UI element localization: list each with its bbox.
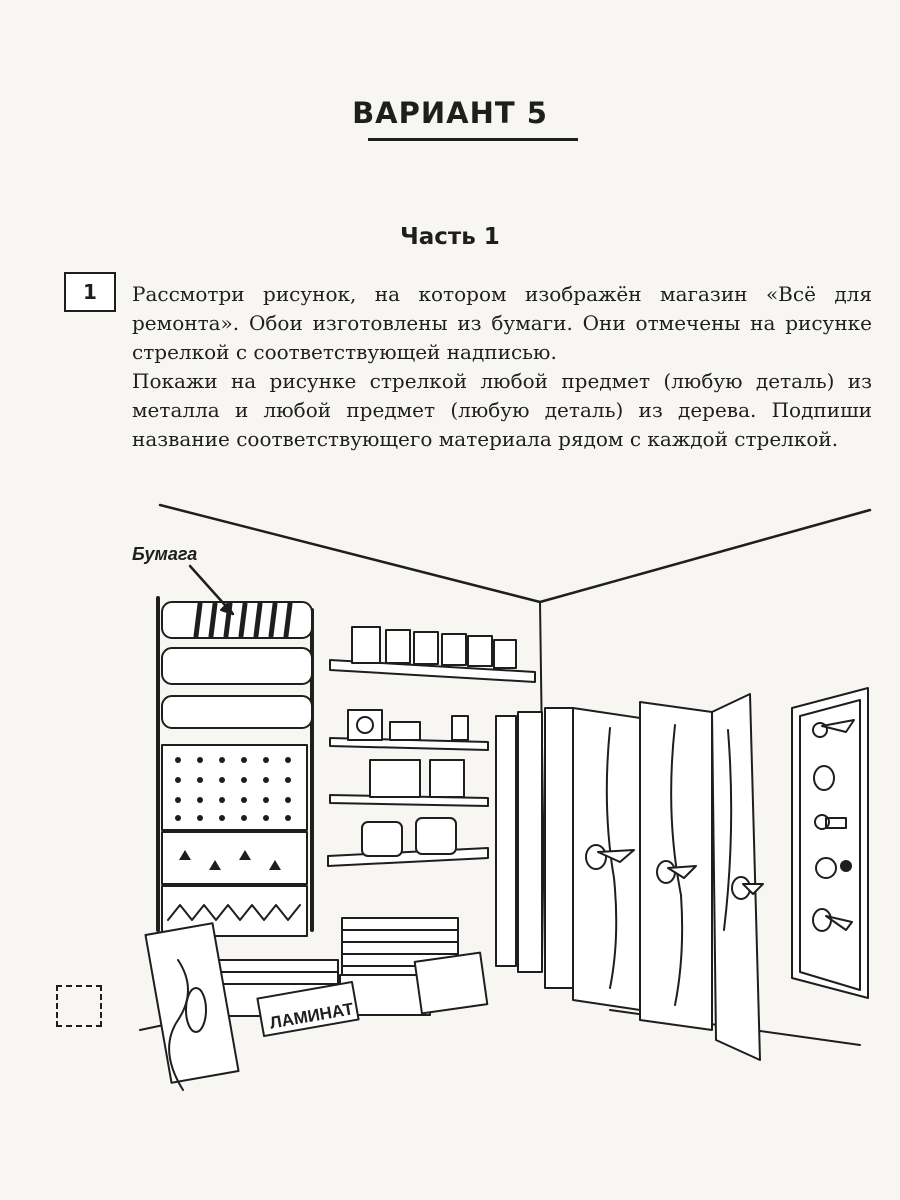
variant-title: ВАРИАНТ 5 <box>352 96 548 130</box>
wallpaper-rack <box>158 598 312 936</box>
task-paragraph-1: Рассмотри рисунок, на котором изображён магазин «Всё для ремонта». Обои изготовлены из бумаги. Они отмечены на рисунке стрелкой с соответствующей надписью. <box>132 282 872 364</box>
part-title: Часть 1 <box>400 224 500 250</box>
answer-checkbox[interactable] <box>56 985 102 1027</box>
door-samples[interactable] <box>496 694 760 1060</box>
task-number: 1 <box>83 280 97 304</box>
task-paragraph-2: Покажи на рисунке стрелкой любой предмет (любую деталь) из металла и любой предмет (любую деталь) из дерева. Подпиши название соответствующего материала рядом с каждой стрелкой. <box>132 369 872 451</box>
laminate-label: ЛАМИНАТ <box>268 999 355 1033</box>
paper-label: Бумага <box>132 544 198 564</box>
handles-display[interactable] <box>792 688 868 998</box>
laminate-stack <box>145 918 487 1090</box>
